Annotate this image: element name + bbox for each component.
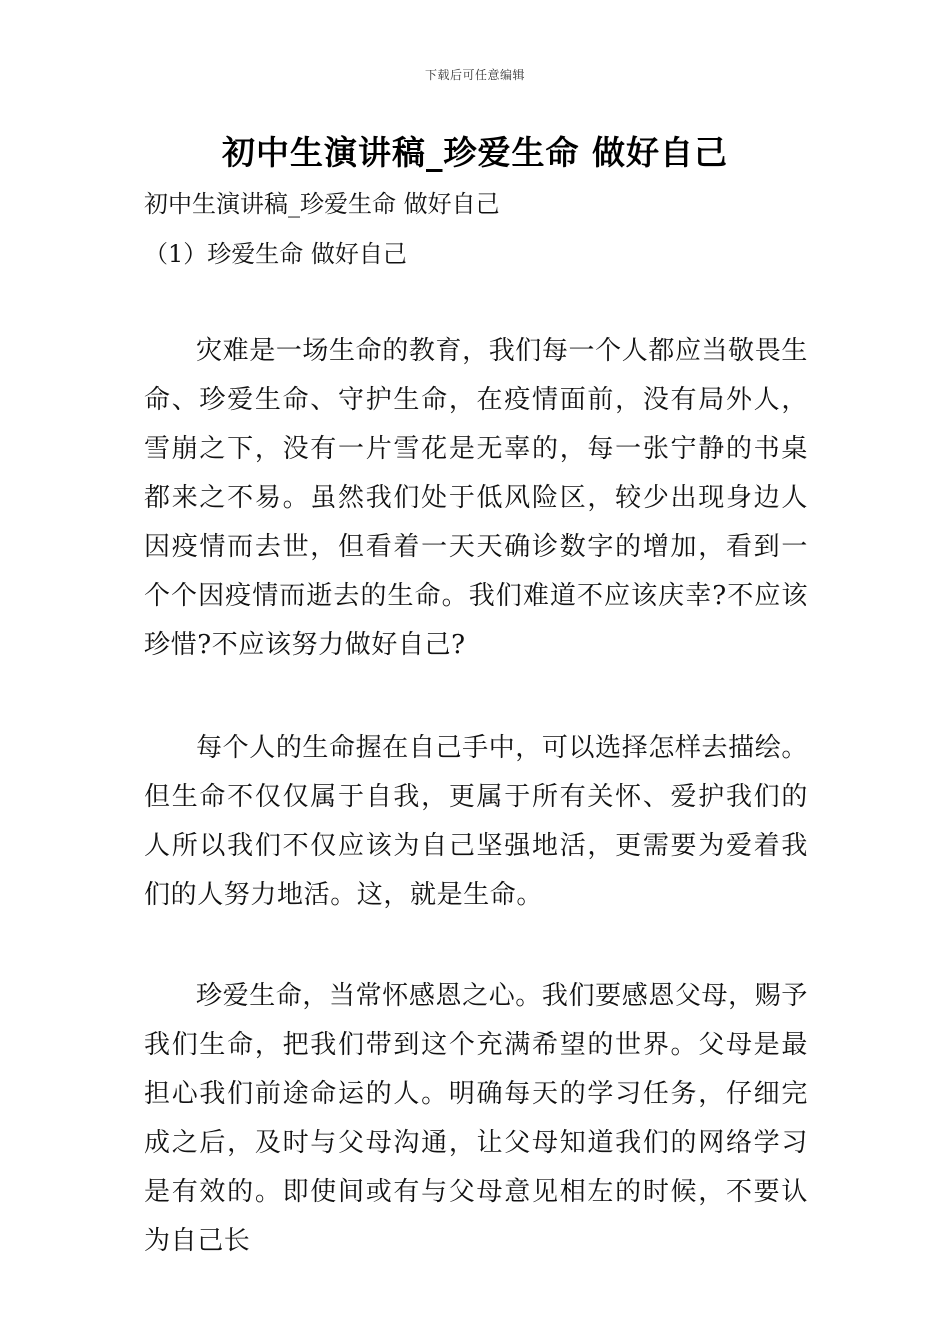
section-heading: （1）珍爱生命 做好自己 bbox=[144, 240, 407, 268]
body-paragraph: 灾难是一场生命的教育，我们每一个人都应当敬畏生命、珍爱生命、守护生命，在疫情面前，没有局外人，雪崩之下，没有一片雪花是无辜的，每一张宁静的书桌都来之不易。虽然我们处于低风险区，较少出现身边人因疫情而去世，但看着一天天确诊数字的增加，看到一个个因疫情而逝去的生命。我们难道不应该庆幸?不应该珍惜?不应该努力做好自己? bbox=[144, 336, 808, 660]
header-note: 下载后可任意编辑 bbox=[424, 68, 525, 82]
body-paragraph: 每个人的生命握在自己手中，可以选择怎样去描绘。但生命不仅仅属于自我，更属于所有关怀、爱护我们的人所以我们不仅应该为自己坚强地活，更需要为爱着我们的人努力地活。这，就是生命。 bbox=[144, 733, 808, 910]
document-title: 初中生演讲稿_珍爱生命 做好自己 bbox=[222, 133, 728, 172]
body-paragraph: 珍爱生命，当常怀感恩之心。我们要感恩父母，赐予我们生命，把我们带到这个充满希望的世界。父母是最担心我们前途命运的人。明确每天的学习任务，仔细完成之后，及时与父母沟通，让父母知道我们的网络学习是有效的。即使间或有与父母意见相左的时候，不要认为自己长 bbox=[144, 981, 808, 1256]
document-subtitle: 初中生演讲稿_珍爱生命 做好自己 bbox=[144, 190, 500, 218]
